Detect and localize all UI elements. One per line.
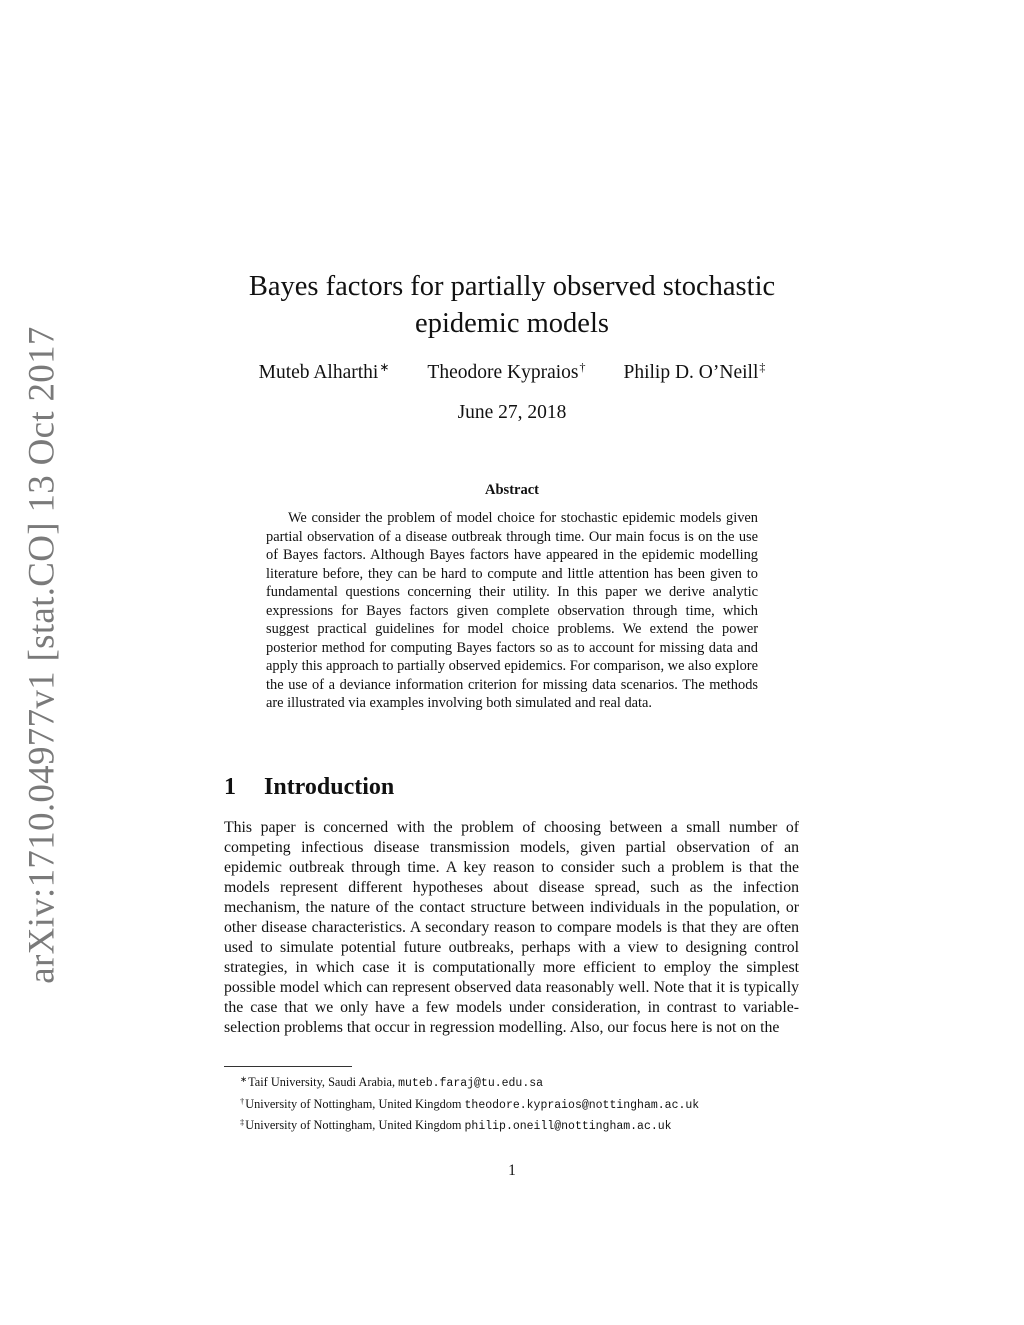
author-name: Muteb Alharthi bbox=[258, 362, 379, 383]
introduction-paragraph: This paper is concerned with the problem of choosing between a small number of competing infectious disease transmission models, given partial observation of an epidemic outbreak through time. A key reason to consider such a problem is that the models represent different hypotheses about disease spread, such as the infection mechanism, the nature of the contact structure between individuals in the population, or other disease characteristics. A secondary reason to compare models is that they are often used to simulate potential future outbreaks, perhaps with a view to designing control strategies, in which case it is computationally more efficient to employ the simplest possible model which can represent observed data reasonably well. Note that it is typically the case that we only have a few models under consideration, in contrast to variable-selection problems that occur in regression modelling. Also, our focus here is not on the bbox=[224, 819, 799, 1036]
publication-date: June 27, 2018 bbox=[457, 402, 567, 423]
section-number: 1 bbox=[224, 774, 236, 800]
abstract-heading: Abstract bbox=[485, 482, 539, 498]
author-name: Theodore Kypraios bbox=[427, 362, 579, 383]
footnote bbox=[224, 1114, 804, 1136]
paper-title bbox=[200, 268, 824, 342]
footnote-email: muteb.faraj@tu.edu.sa bbox=[398, 1077, 544, 1090]
footnote-email: theodore.kypraios@nottingham.ac.uk bbox=[464, 1098, 700, 1112]
footnote bbox=[224, 1071, 804, 1093]
author bbox=[623, 360, 765, 384]
footnote bbox=[224, 1093, 804, 1115]
footnote-divider bbox=[224, 1066, 352, 1067]
section-title: Introduction bbox=[264, 774, 395, 800]
abstract-text: We consider the problem of model choice for stochastic epidemic models given partial observation of a disease outbreak through time. Our main focus is on the use of Bayes factors. Although Bayes factors have appeared in the epidemic modelling literature before, they can be hard to compute and little attention has been given to fundamental questions concerning their utility. In this paper we derive analytic expressions for Bayes factors given complete observation through time, which suggest practical guidelines for model choice problems. We extend the power posterior method for computing Bayes factors so as to account for missing data and apply this approach to partially observed epidemics. For comparison, we also explore the use of a deviance information criterion for missing data scenarios. The methods are illustrated via examples involving both simulated and real data. bbox=[266, 510, 758, 711]
affiliation-mark: ∗ bbox=[379, 360, 390, 374]
footnotes bbox=[224, 1071, 804, 1136]
section-heading bbox=[224, 774, 394, 801]
footnote-text: University of Nottingham, United Kingdom bbox=[245, 1118, 465, 1132]
author bbox=[427, 360, 585, 384]
author-list bbox=[200, 360, 824, 384]
arxiv-identifier-stamp: arXiv:1710.04977v1 [stat.CO] 13 Oct 2017 bbox=[21, 326, 63, 984]
author-name: Philip D. O’Neill bbox=[623, 362, 759, 383]
footnote-email: philip.oneill@nottingham.ac.uk bbox=[464, 1120, 672, 1133]
title-line-1: Bayes factors for partially observed stochastic bbox=[248, 271, 776, 302]
affiliation-mark: ‡ bbox=[759, 360, 766, 374]
footnote-mark: ‡ bbox=[240, 1117, 245, 1127]
footnote-text: University of Nottingham, United Kingdom bbox=[245, 1096, 465, 1111]
page-number: 1 bbox=[508, 1162, 516, 1179]
title-line-2: epidemic models bbox=[415, 308, 609, 339]
footnote-text: Taif University, Saudi Arabia, bbox=[248, 1075, 399, 1089]
author bbox=[259, 360, 390, 384]
footnote-mark: ∗ bbox=[240, 1074, 248, 1084]
affiliation-mark: † bbox=[579, 360, 586, 374]
footnote-mark: † bbox=[240, 1095, 245, 1106]
